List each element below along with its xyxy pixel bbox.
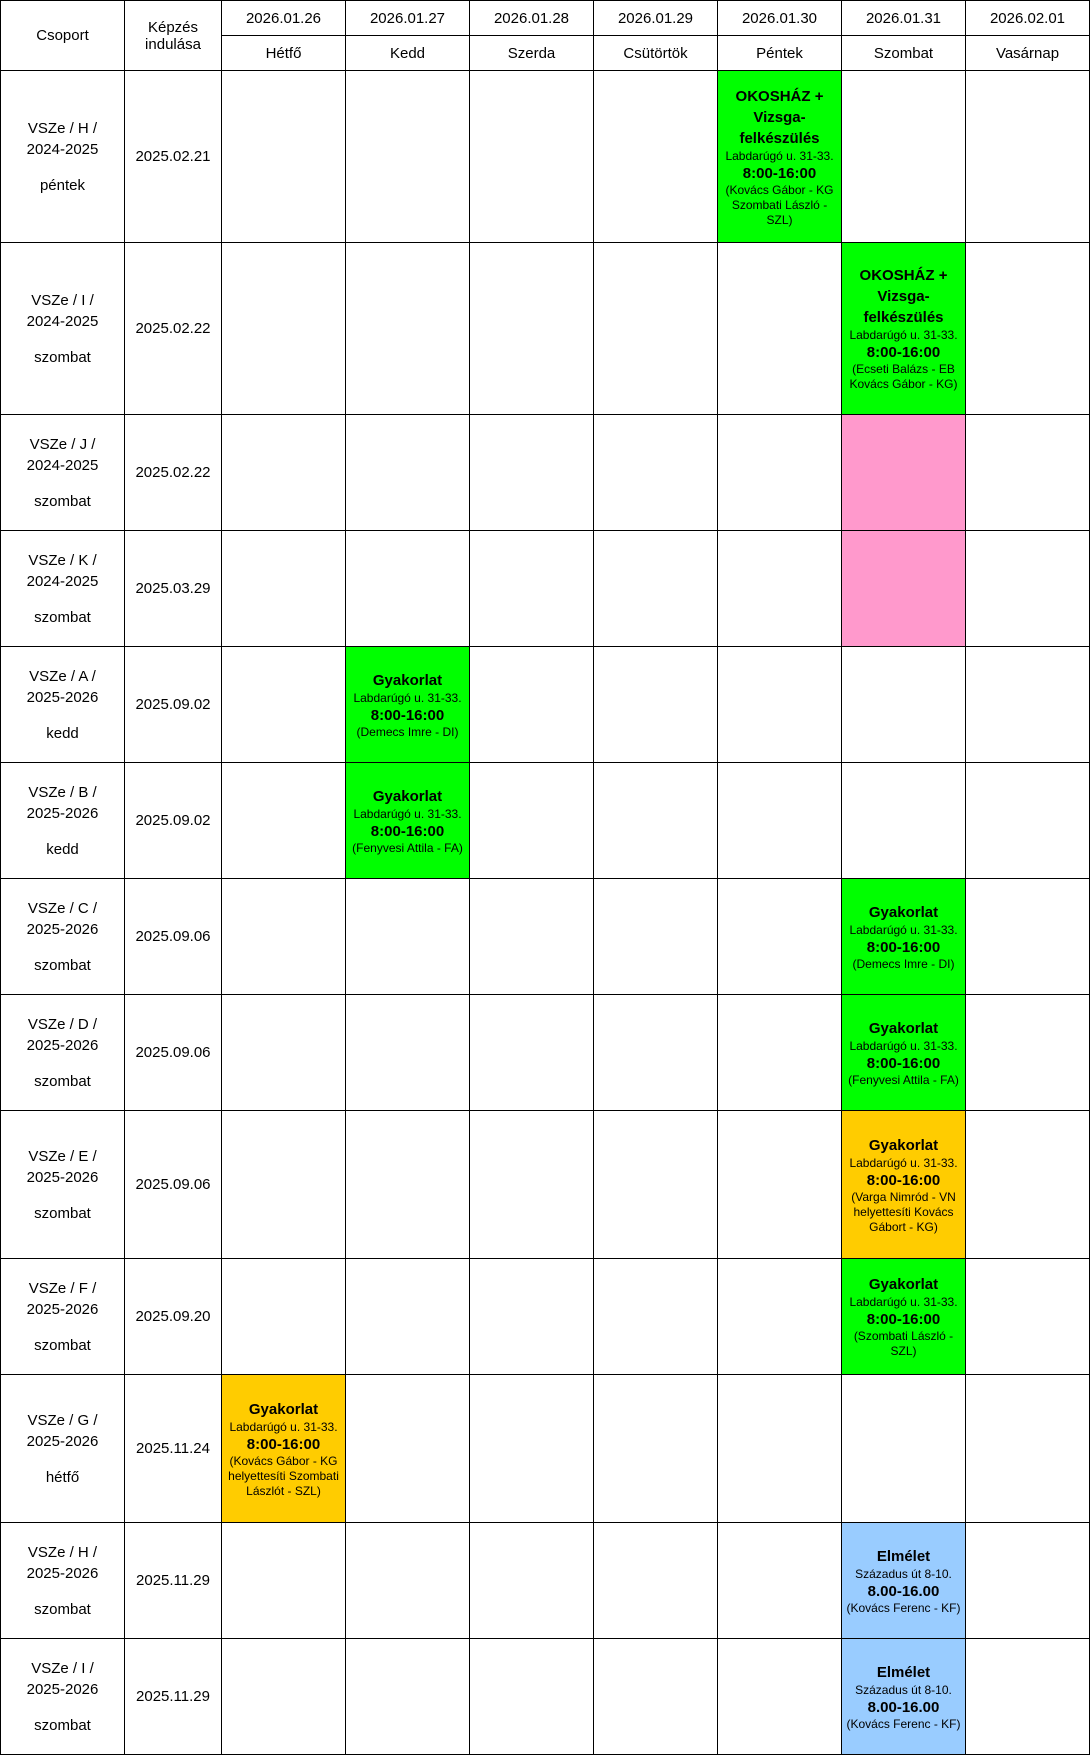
empty-cell (470, 1375, 594, 1523)
empty-cell (966, 1111, 1090, 1259)
empty-cell (966, 243, 1090, 415)
empty-cell (718, 1375, 842, 1523)
event-title: Gyakorlat (372, 787, 443, 805)
empty-cell (470, 763, 594, 879)
group-weekday: szombat (34, 1204, 91, 1222)
start-date-cell: 2025.09.06 (125, 1111, 222, 1259)
event-title: Elmélet (876, 1547, 931, 1565)
event-time: 8:00-16:00 (866, 1054, 941, 1072)
group-cell: VSZe / B / 2025-2026 kedd (1, 763, 125, 879)
empty-cell (594, 243, 718, 415)
highlighted-cell (842, 531, 966, 647)
empty-cell (842, 763, 966, 879)
group-cell: VSZe / I / 2024-2025 szombat (1, 243, 125, 415)
empty-cell (222, 71, 346, 243)
event-instructor: (Varga Nimród - VN helyettesíti Kovács Gábort - KG) (851, 1189, 956, 1234)
empty-cell (966, 879, 1090, 995)
empty-cell (966, 647, 1090, 763)
empty-cell (842, 71, 966, 243)
group-weekday: szombat (34, 1072, 91, 1090)
event-cell (842, 1111, 966, 1259)
event-instructor: (Kovács Gábor - KG helyettesíti Szombati Lászlót - SZL) (228, 1453, 339, 1498)
schedule-row (1, 1375, 1090, 1523)
empty-cell (222, 763, 346, 879)
group-column-header: Csoport (1, 1, 125, 71)
event-time: 8.00-16.00 (867, 1582, 940, 1600)
empty-cell (222, 879, 346, 995)
empty-cell (842, 647, 966, 763)
event-location: Labdarúgó u. 31-33. (725, 148, 834, 163)
empty-cell (470, 1639, 594, 1755)
empty-cell (718, 879, 842, 995)
date-header: 2026.01.27 (346, 1, 470, 36)
start-date-cell: 2025.09.20 (125, 1259, 222, 1375)
event-time: 8:00-16:00 (370, 706, 445, 724)
event-time: 8:00-16:00 (370, 822, 445, 840)
empty-cell (346, 415, 470, 531)
start-date-cell: 2025.11.24 (125, 1375, 222, 1523)
empty-cell (346, 1111, 470, 1259)
schedule-row (1, 71, 1090, 243)
empty-cell (718, 1639, 842, 1755)
event-instructor: (Fenyvesi Attila - FA) (352, 840, 463, 855)
event-location: Labdarúgó u. 31-33. (849, 922, 958, 937)
schedule-row (1, 995, 1090, 1111)
group-cell: VSZe / A / 2025-2026 kedd (1, 647, 125, 763)
empty-cell (718, 1111, 842, 1259)
empty-cell (718, 1259, 842, 1375)
empty-cell (966, 1375, 1090, 1523)
weekday-header: Csütörtök (594, 36, 718, 71)
group-weekday: hétfő (45, 1468, 80, 1486)
event-cell (346, 763, 470, 879)
event-title: Gyakorlat (248, 1400, 319, 1418)
event-title: Gyakorlat (868, 1136, 939, 1154)
schedule-row (1, 879, 1090, 995)
event-title: Gyakorlat (372, 671, 443, 689)
event-instructor: (Szombati László - SZL) (853, 1329, 954, 1358)
event-title: OKOSHÁZ + Vizsga-felkészülés (735, 87, 824, 147)
empty-cell (470, 1523, 594, 1639)
schedule-row (1, 1523, 1090, 1639)
empty-cell (594, 1523, 718, 1639)
empty-cell (718, 763, 842, 879)
event-location: Labdarúgó u. 31-33. (849, 1295, 958, 1309)
empty-cell (594, 1639, 718, 1755)
empty-cell (594, 531, 718, 647)
start-date-cell: 2025.09.02 (125, 647, 222, 763)
empty-cell (594, 995, 718, 1111)
group-cell: VSZe / G / 2025-2026 hétfő (1, 1375, 125, 1523)
empty-cell (346, 1375, 470, 1523)
group-cell: VSZe / I / 2025-2026 szombat (1, 1639, 125, 1755)
schedule-row (1, 1639, 1090, 1755)
event-instructor: (Demecs Imre - DI) (852, 956, 955, 971)
empty-cell (470, 71, 594, 243)
event-location: Labdarúgó u. 31-33. (353, 806, 462, 821)
date-header: 2026.01.29 (594, 1, 718, 36)
group-cell: VSZe / D / 2025-2026 szombat (1, 995, 125, 1111)
schedule-row (1, 1259, 1090, 1375)
event-location: Labdarúgó u. 31-33. (229, 1419, 338, 1434)
event-cell (222, 1375, 346, 1523)
event-time: 8:00-16:00 (866, 344, 941, 361)
empty-cell (470, 415, 594, 531)
group-weekday: péntek (39, 176, 86, 194)
empty-cell (346, 1523, 470, 1639)
empty-cell (842, 1375, 966, 1523)
start-date-cell: 2025.09.02 (125, 763, 222, 879)
empty-cell (222, 1259, 346, 1375)
empty-cell (346, 879, 470, 995)
group-weekday: szombat (34, 492, 91, 510)
empty-cell (966, 1639, 1090, 1755)
date-header: 2026.01.31 (842, 1, 966, 36)
group-cell: VSZe / H / 2024-2025 péntek (1, 71, 125, 243)
group-weekday: kedd (46, 724, 79, 742)
date-header: 2026.01.30 (718, 1, 842, 36)
event-cell (718, 71, 842, 243)
group-cell: VSZe / H / 2025-2026 szombat (1, 1523, 125, 1639)
empty-cell (470, 879, 594, 995)
empty-cell (594, 879, 718, 995)
empty-cell (470, 243, 594, 415)
event-instructor: (Kovács Gábor - KG Szombati László - SZL) (725, 182, 834, 227)
empty-cell (346, 1259, 470, 1375)
event-instructor: (Kovács Ferenc - KF) (846, 1716, 961, 1731)
event-title: Gyakorlat (868, 1019, 939, 1037)
empty-cell (966, 531, 1090, 647)
event-cell (842, 243, 966, 415)
empty-cell (594, 1259, 718, 1375)
empty-cell (966, 71, 1090, 243)
start-date-cell: 2025.11.29 (125, 1523, 222, 1639)
start-date-cell: 2025.02.21 (125, 71, 222, 243)
empty-cell (966, 763, 1090, 879)
event-location: Labdarúgó u. 31-33. (849, 1038, 958, 1053)
event-time: 8:00-16:00 (866, 938, 941, 956)
empty-cell (222, 415, 346, 531)
event-time: 8.00-16.00 (867, 1698, 940, 1716)
group-cell: VSZe / K / 2024-2025 szombat (1, 531, 125, 647)
group-weekday: szombat (34, 608, 91, 626)
date-header: 2026.01.26 (222, 1, 346, 36)
weekday-header: Szombat (842, 36, 966, 71)
empty-cell (470, 531, 594, 647)
event-instructor: (Ecseti Balázs - EB Kovács Gábor - KG) (849, 362, 958, 391)
empty-cell (222, 1523, 346, 1639)
empty-cell (718, 415, 842, 531)
event-time: 8:00-16:00 (866, 1311, 941, 1328)
empty-cell (594, 71, 718, 243)
event-instructor: (Demecs Imre - DI) (356, 724, 459, 739)
schedule-row (1, 243, 1090, 415)
group-weekday: szombat (34, 1336, 91, 1354)
group-weekday: kedd (46, 840, 79, 858)
empty-cell (966, 1523, 1090, 1639)
event-location: Századus út 8-10. (855, 1566, 952, 1581)
schedule-row (1, 763, 1090, 879)
event-cell (842, 1259, 966, 1375)
empty-cell (346, 1639, 470, 1755)
empty-cell (470, 995, 594, 1111)
group-weekday: szombat (34, 956, 91, 974)
empty-cell (966, 1259, 1090, 1375)
schedule-row (1, 531, 1090, 647)
weekday-header: Péntek (718, 36, 842, 71)
event-instructor: (Fenyvesi Attila - FA) (848, 1072, 959, 1087)
event-location: Labdarúgó u. 31-33. (849, 1155, 958, 1170)
empty-cell (594, 647, 718, 763)
empty-cell (222, 995, 346, 1111)
group-cell: VSZe / F / 2025-2026 szombat (1, 1259, 125, 1375)
schedule-row (1, 647, 1090, 763)
empty-cell (594, 415, 718, 531)
empty-cell (594, 1111, 718, 1259)
event-location: Labdarúgó u. 31-33. (849, 328, 958, 342)
empty-cell (718, 995, 842, 1111)
empty-cell (470, 1259, 594, 1375)
date-header: 2026.02.01 (966, 1, 1090, 36)
group-weekday: szombat (34, 1716, 91, 1734)
event-cell (842, 995, 966, 1111)
weekday-header: Vasárnap (966, 36, 1090, 71)
empty-cell (718, 243, 842, 415)
schedule-row (1, 415, 1090, 531)
event-location: Labdarúgó u. 31-33. (353, 690, 462, 705)
weekday-header: Szerda (470, 36, 594, 71)
group-cell: VSZe / C / 2025-2026 szombat (1, 879, 125, 995)
empty-cell (222, 243, 346, 415)
start-date-cell: 2025.02.22 (125, 415, 222, 531)
schedule-row (1, 1111, 1090, 1259)
empty-cell (346, 71, 470, 243)
event-title: Gyakorlat (868, 1276, 939, 1293)
event-cell (346, 647, 470, 763)
empty-cell (718, 647, 842, 763)
empty-cell (966, 995, 1090, 1111)
start-date-cell: 2025.09.06 (125, 879, 222, 995)
empty-cell (346, 243, 470, 415)
empty-cell (346, 531, 470, 647)
empty-cell (222, 1639, 346, 1755)
empty-cell (966, 415, 1090, 531)
event-cell (842, 1523, 966, 1639)
weekday-header: Hétfő (222, 36, 346, 71)
date-header: 2026.01.28 (470, 1, 594, 36)
group-cell: VSZe / J / 2024-2025 szombat (1, 415, 125, 531)
empty-cell (718, 531, 842, 647)
event-cell (842, 879, 966, 995)
group-weekday: szombat (34, 1600, 91, 1618)
event-time: 8:00-16:00 (742, 164, 817, 182)
event-time: 8:00-16:00 (866, 1171, 941, 1189)
empty-cell (222, 531, 346, 647)
empty-cell (222, 647, 346, 763)
empty-cell (470, 1111, 594, 1259)
weekday-header: Kedd (346, 36, 470, 71)
event-cell (842, 1639, 966, 1755)
event-title: Elmélet (876, 1663, 931, 1681)
start-date-column-header: Képzés indulása (125, 1, 222, 71)
empty-cell (594, 1375, 718, 1523)
event-time: 8:00-16:00 (246, 1435, 321, 1453)
start-date-cell: 2025.09.06 (125, 995, 222, 1111)
start-date-cell: 2025.03.29 (125, 531, 222, 647)
empty-cell (346, 995, 470, 1111)
empty-cell (718, 1523, 842, 1639)
empty-cell (222, 1111, 346, 1259)
empty-cell (470, 647, 594, 763)
event-title: OKOSHÁZ + Vizsga-felkészülés (859, 267, 948, 326)
event-location: Századus út 8-10. (855, 1682, 952, 1697)
highlighted-cell (842, 415, 966, 531)
empty-cell (594, 763, 718, 879)
group-weekday: szombat (34, 348, 91, 366)
event-title: Gyakorlat (868, 903, 939, 921)
start-date-cell: 2025.11.29 (125, 1639, 222, 1755)
event-instructor: (Kovács Ferenc - KF) (846, 1600, 961, 1615)
group-cell: VSZe / E / 2025-2026 szombat (1, 1111, 125, 1259)
start-date-cell: 2025.02.22 (125, 243, 222, 415)
